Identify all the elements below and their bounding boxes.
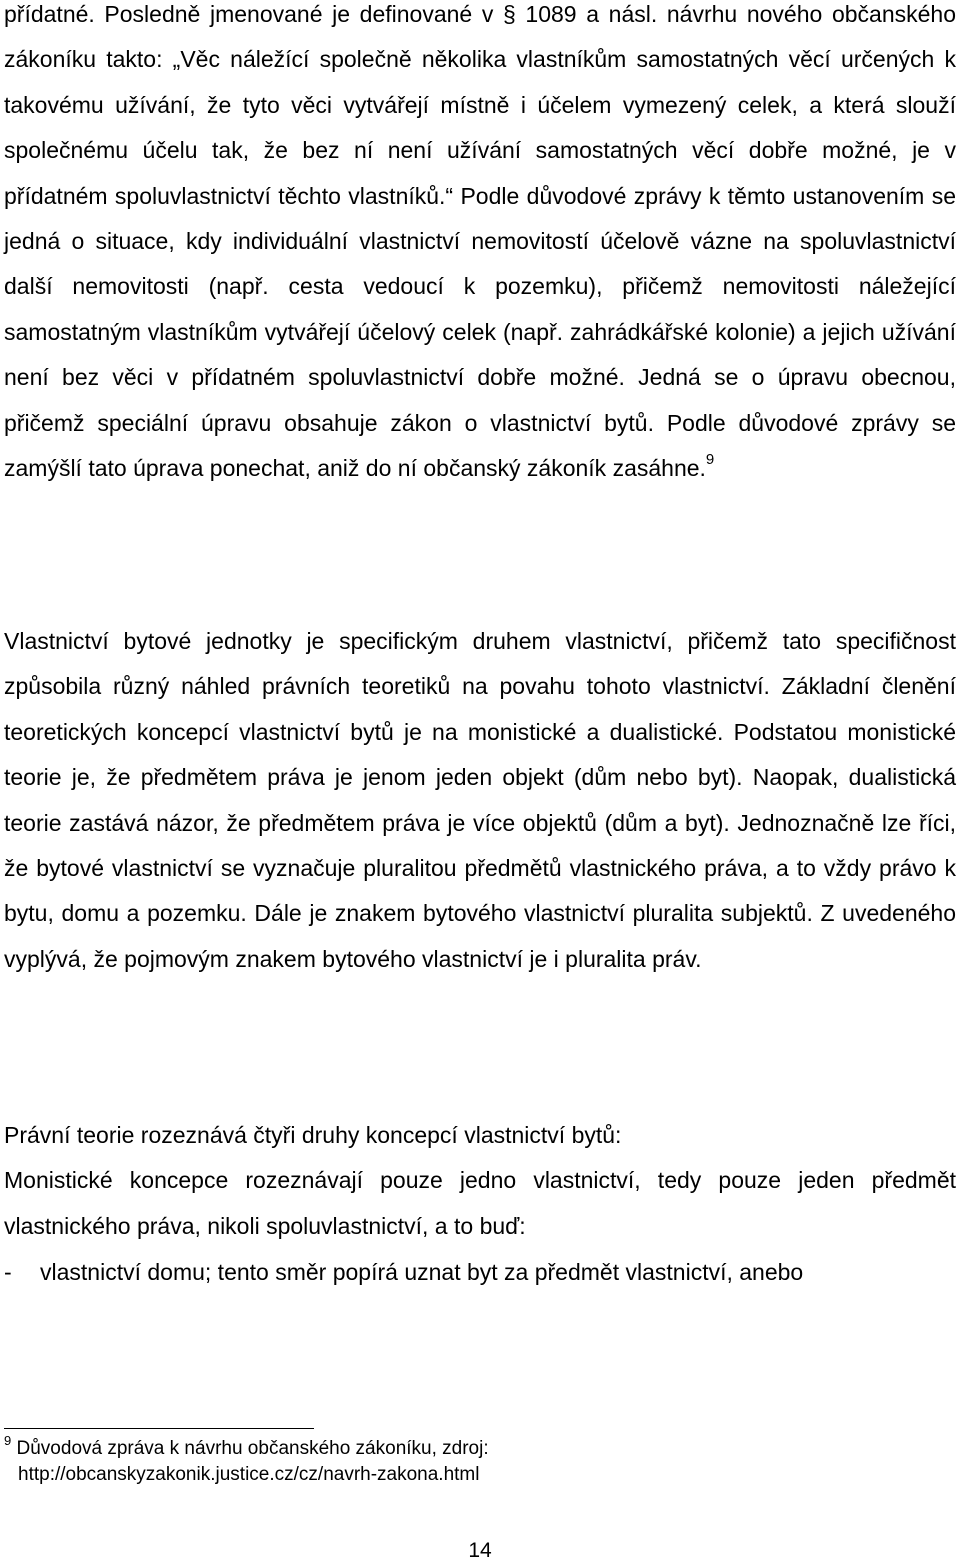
list-item bbox=[4, 1250, 956, 1295]
footnote-reference[interactable]: 9 bbox=[705, 451, 715, 469]
list-item-text: vlastnictví domu; tento směr popírá uznat byt za předmět vlastnictví, anebo bbox=[40, 1259, 804, 1285]
page-number: 14 bbox=[468, 1539, 492, 1562]
list-marker: - bbox=[4, 1259, 12, 1285]
paragraph-unit-ownership bbox=[4, 619, 956, 982]
paragraph-line: Monistické koncepce rozeznávají pouze jedno vlastnictví, tedy pouze jeden předmět vlastnického práva, nikoli spoluvlastnictví, a to buď: bbox=[4, 1167, 956, 1239]
paragraph-co-ownership bbox=[4, 0, 956, 491]
paragraph-line: Právní teorie rozeznává čtyři druhy koncepcí vlastnictví bytů: bbox=[4, 1122, 622, 1148]
footnote-separator bbox=[4, 1428, 314, 1429]
paragraph-text: Vlastnictví bytové jednotky je specifickým druhem vlastnictví, přičemž tato specifičnost způsobila různý náhled právních teoretiků na povahu tohoto vlastnictví. Základní členění teoretických koncepcí vlastnictví bytů je na monistické a dualistické. Podstatou monistické teorie je, že předmětem práva je jenom jeden objekt (dům nebo byt). Naopak, dualistická teorie zastává názor, že předmětem práva je více objektů (dům a byt). Jednoznačně lze říci, že bytové vlastnictví se vyznačuje pluralitou předmětů vlastnického práva, a to vždy právo k bytu, domu a pozemku. Dále je znakem bytového vlastnictví pluralita subjektů. Z uvedeného vyplývá, že pojmovým znakem bytového vlastnictví je i pluralita práv. bbox=[4, 628, 956, 972]
footnote bbox=[4, 1433, 956, 1488]
footnote-text: Důvodová zpráva k návrhu občanského zákoníku, zdroj: bbox=[16, 1438, 489, 1459]
paragraph-text: přídatné. Posledně jmenované je definované v § 1089 a násl. návrhu nového občanského zákoníku takto: „Věc náležící společně několika vlastníkům samostatných věcí určených k takovému užívání, že tyto věci vytvářejí místně i účelem vymezený celek, a která slouží společnému účelu tak, že bez ní není užívání samostatných věcí dobře možné, je v přídatném spoluvlastnictví těchto vlastníků.“ Podle důvodové zprávy k těmto ustanovením se jedná o situace, kdy individuální vlastnictví nemovitostí účelově vázne na spoluvlastnictví další nemovitosti (např. cesta vedoucí k pozemku), přičemž nemovitosti náležející samostatným vlastníkům vytvářejí účelový celek (např. zahrádkářské kolonie) a jejich užívání není bez věci v přídatném spoluvlastnictví dobře možné. Jedná se o úpravu obecnou, přičemž speciální úpravu obsahuje zákon o vlastnictví bytů. Podle důvodové zprávy se zamýšlí tato úprava ponechat, aniž do ní občanský zákoník zasáhne. bbox=[4, 1, 956, 482]
paragraph-concepts bbox=[4, 1113, 956, 1249]
footnote-url[interactable]: http://obcanskyzakonik.justice.cz/cz/navrh-zakona.html bbox=[18, 1464, 480, 1485]
footnote-number: 9 bbox=[4, 1433, 12, 1448]
